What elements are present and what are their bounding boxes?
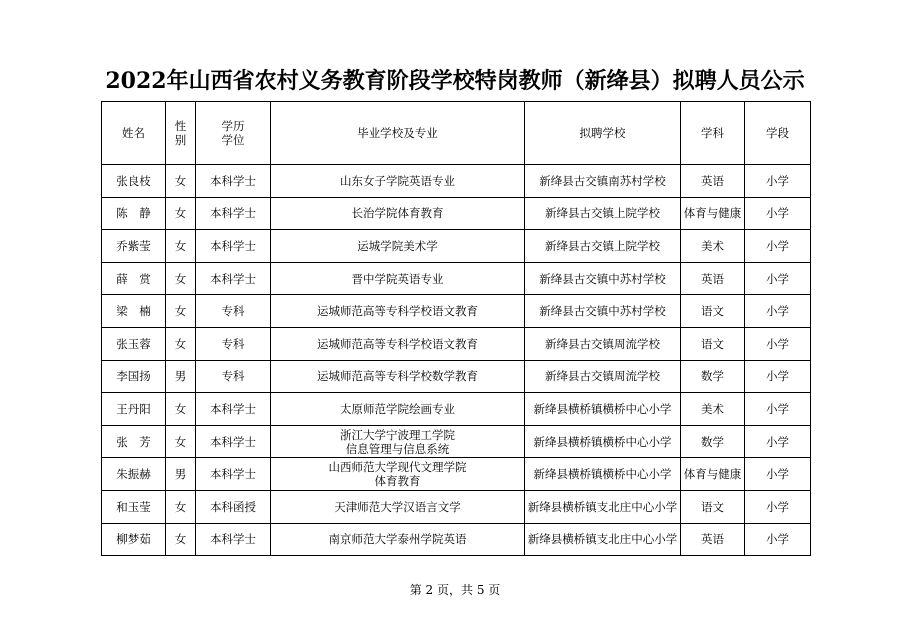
cell-subject: 语文 bbox=[681, 327, 745, 360]
cell-subject: 数学 bbox=[681, 425, 745, 458]
cell-degree: 专科 bbox=[196, 360, 271, 393]
cell-subject: 语文 bbox=[681, 295, 745, 328]
table-row bbox=[102, 523, 811, 556]
header-degree-line: 学位 bbox=[221, 133, 245, 147]
table-row bbox=[102, 197, 811, 230]
table-row bbox=[102, 165, 811, 198]
table-row bbox=[102, 425, 811, 458]
cell-school-major bbox=[271, 425, 525, 458]
table-body bbox=[102, 165, 811, 556]
cell-gender: 女 bbox=[166, 327, 196, 360]
cell-assigned-school: 新绛县古交镇上院学校 bbox=[525, 197, 681, 230]
cell-gender: 女 bbox=[166, 262, 196, 295]
cell-degree: 本科学士 bbox=[196, 165, 271, 198]
header-gender bbox=[166, 102, 196, 165]
cell-assigned-school: 新绛县古交镇上院学校 bbox=[525, 230, 681, 263]
school-major-line: 山西师范大学现代文理学院 bbox=[328, 460, 467, 475]
cell-gender: 女 bbox=[166, 490, 196, 523]
cell-gender: 男 bbox=[166, 360, 196, 393]
school-major-line: 晋中学院英语专业 bbox=[351, 271, 444, 286]
cell-stage: 小学 bbox=[745, 425, 811, 458]
cell-degree: 本科学士 bbox=[196, 425, 271, 458]
cell-assigned-school: 新绛县横桥镇横桥中心小学 bbox=[525, 458, 681, 491]
cell-stage: 小学 bbox=[745, 393, 811, 426]
table-row bbox=[102, 327, 811, 360]
cell-degree: 专科 bbox=[196, 295, 271, 328]
cell-gender: 女 bbox=[166, 523, 196, 556]
cell-gender: 男 bbox=[166, 458, 196, 491]
cell-gender: 女 bbox=[166, 295, 196, 328]
cell-subject: 美术 bbox=[681, 230, 745, 263]
cell-assigned-school: 新绛县古交镇中苏村学校 bbox=[525, 295, 681, 328]
cell-degree: 本科学士 bbox=[196, 393, 271, 426]
cell-school-major bbox=[271, 490, 525, 523]
cell-subject: 数学 bbox=[681, 360, 745, 393]
table-header-row bbox=[102, 102, 811, 165]
cell-subject: 英语 bbox=[681, 262, 745, 295]
table-row bbox=[102, 262, 811, 295]
cell-stage: 小学 bbox=[745, 490, 811, 523]
cell-name: 和玉莹 bbox=[102, 490, 166, 523]
cell-degree: 本科学士 bbox=[196, 230, 271, 263]
header-gender-line: 别 bbox=[174, 133, 187, 147]
cell-name: 朱振赫 bbox=[102, 458, 166, 491]
personnel-table bbox=[101, 101, 811, 556]
header-degree bbox=[196, 102, 271, 165]
cell-gender: 女 bbox=[166, 197, 196, 230]
header-name: 姓名 bbox=[102, 102, 166, 165]
table-row bbox=[102, 393, 811, 426]
cell-subject: 体育与健康 bbox=[681, 458, 745, 491]
header-school-major: 毕业学校及专业 bbox=[271, 102, 525, 165]
cell-name: 乔紫莹 bbox=[102, 230, 166, 263]
school-major-line: 体育教育 bbox=[374, 474, 421, 489]
cell-stage: 小学 bbox=[745, 360, 811, 393]
header-assigned-school: 拟聘学校 bbox=[525, 102, 681, 165]
cell-school-major bbox=[271, 295, 525, 328]
cell-name: 张 芳 bbox=[102, 425, 166, 458]
table-row bbox=[102, 295, 811, 328]
cell-name: 梁 楠 bbox=[102, 295, 166, 328]
cell-assigned-school: 新绛县古交镇周流学校 bbox=[525, 327, 681, 360]
school-major-line: 运城师范高等专科学校语文教育 bbox=[317, 336, 478, 351]
cell-name: 张良枝 bbox=[102, 165, 166, 198]
school-major-line: 浙江大学宁波理工学院 bbox=[340, 427, 455, 442]
cell-degree: 本科学士 bbox=[196, 262, 271, 295]
cell-stage: 小学 bbox=[745, 295, 811, 328]
page-title: 2022年山西省农村义务教育阶段学校特岗教师（新绛县）拟聘人员公示 bbox=[105, 68, 805, 94]
cell-assigned-school: 新绛县横桥镇横桥中心小学 bbox=[525, 393, 681, 426]
school-major-line: 天津师范大学汉语言文学 bbox=[334, 499, 461, 514]
cell-gender: 女 bbox=[166, 230, 196, 263]
cell-gender: 女 bbox=[166, 165, 196, 198]
table-row bbox=[102, 360, 811, 393]
cell-stage: 小学 bbox=[745, 523, 811, 556]
school-major-line: 南京师范大学泰州学院英语 bbox=[328, 532, 467, 547]
table-row bbox=[102, 458, 811, 491]
cell-subject: 体育与健康 bbox=[681, 197, 745, 230]
cell-degree: 本科学士 bbox=[196, 458, 271, 491]
cell-stage: 小学 bbox=[745, 230, 811, 263]
school-major-line: 运城学院美术学 bbox=[357, 238, 438, 253]
cell-subject: 语文 bbox=[681, 490, 745, 523]
school-major-line: 运城师范高等专科学校数学教育 bbox=[317, 369, 478, 384]
cell-name: 柳梦茹 bbox=[102, 523, 166, 556]
cell-subject: 英语 bbox=[681, 523, 745, 556]
table-row bbox=[102, 230, 811, 263]
header-subject: 学科 bbox=[681, 102, 745, 165]
cell-name: 陈 静 bbox=[102, 197, 166, 230]
cell-stage: 小学 bbox=[745, 197, 811, 230]
header-degree-line: 学历 bbox=[221, 119, 245, 133]
page-number: 第 2 页，共 5 页 bbox=[409, 583, 501, 597]
cell-stage: 小学 bbox=[745, 262, 811, 295]
cell-assigned-school: 新绛县古交镇中苏村学校 bbox=[525, 262, 681, 295]
cell-degree: 本科学士 bbox=[196, 197, 271, 230]
cell-assigned-school: 新绛县横桥镇支北庄中心小学 bbox=[525, 523, 681, 556]
cell-stage: 小学 bbox=[745, 458, 811, 491]
cell-name: 薛 赏 bbox=[102, 262, 166, 295]
cell-assigned-school: 新绛县横桥镇支北庄中心小学 bbox=[525, 490, 681, 523]
table-row bbox=[102, 490, 811, 523]
cell-school-major bbox=[271, 360, 525, 393]
cell-degree: 专科 bbox=[196, 327, 271, 360]
school-major-line: 信息管理与信息系统 bbox=[345, 441, 450, 456]
cell-degree: 本科学士 bbox=[196, 523, 271, 556]
header-stage: 学段 bbox=[745, 102, 811, 165]
school-major-line: 运城师范高等专科学校语文教育 bbox=[317, 304, 478, 319]
cell-subject: 英语 bbox=[681, 165, 745, 198]
cell-gender: 女 bbox=[166, 425, 196, 458]
cell-school-major bbox=[271, 458, 525, 491]
header-gender-line: 性 bbox=[174, 119, 187, 133]
school-major-line: 长治学院体育教育 bbox=[351, 206, 444, 221]
cell-assigned-school: 新绛县古交镇南苏村学校 bbox=[525, 165, 681, 198]
cell-subject: 美术 bbox=[681, 393, 745, 426]
cell-name: 张玉蓉 bbox=[102, 327, 166, 360]
cell-school-major bbox=[271, 523, 525, 556]
cell-school-major bbox=[271, 230, 525, 263]
cell-name: 李国扬 bbox=[102, 360, 166, 393]
cell-school-major bbox=[271, 197, 525, 230]
cell-stage: 小学 bbox=[745, 165, 811, 198]
cell-name: 王丹阳 bbox=[102, 393, 166, 426]
cell-gender: 女 bbox=[166, 393, 196, 426]
cell-school-major bbox=[271, 327, 525, 360]
cell-school-major bbox=[271, 262, 525, 295]
cell-assigned-school: 新绛县横桥镇横桥中心小学 bbox=[525, 425, 681, 458]
cell-degree: 本科函授 bbox=[196, 490, 271, 523]
school-major-line: 太原师范学院绘画专业 bbox=[340, 401, 455, 416]
cell-school-major bbox=[271, 393, 525, 426]
school-major-line: 山东女子学院英语专业 bbox=[340, 173, 455, 188]
cell-assigned-school: 新绛县古交镇周流学校 bbox=[525, 360, 681, 393]
cell-school-major bbox=[271, 165, 525, 198]
cell-stage: 小学 bbox=[745, 327, 811, 360]
